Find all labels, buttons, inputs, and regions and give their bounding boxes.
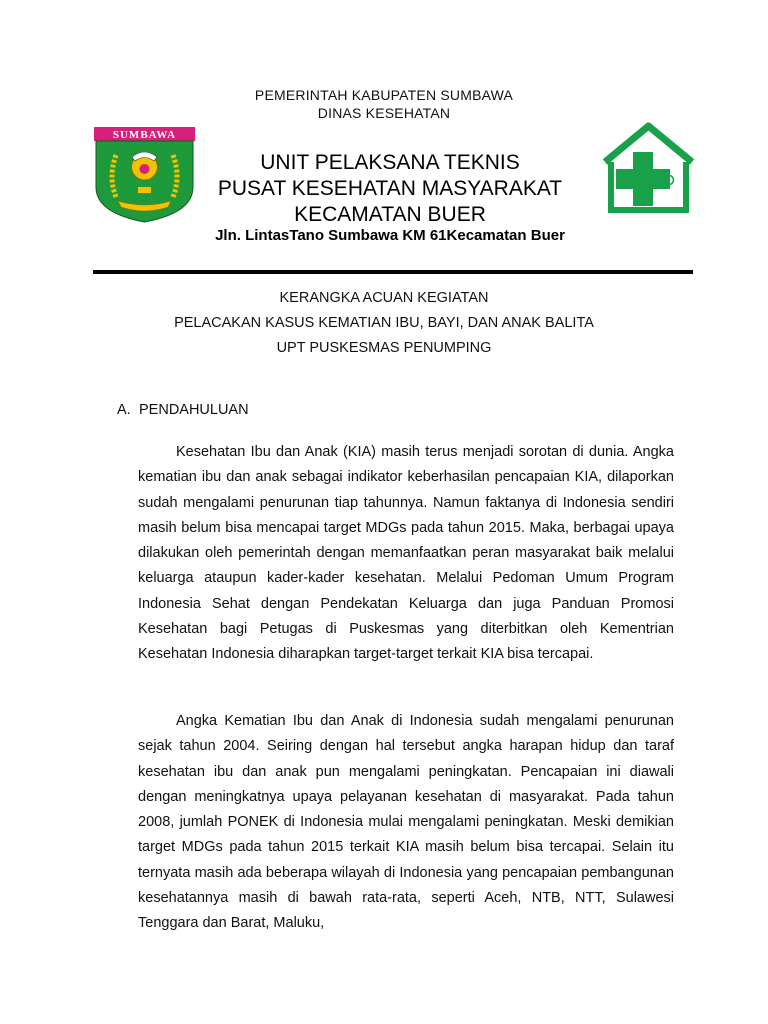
unit-title-line1: UNIT PELAKSANA TEKNIS — [260, 151, 520, 174]
section-heading — [117, 402, 249, 418]
unit-title-line3: KECAMATAN BUER — [294, 203, 486, 226]
address-line: Jln. LintasTano Sumbawa KM 61Kecamatan Buer — [215, 227, 565, 244]
section-title: PENDAHULUAN — [139, 402, 249, 418]
unit-title-line2: PUSAT KESEHATAN MASYARAKAT — [217, 177, 563, 200]
document-subtitle: PELACAKAN KASUS KEMATIAN IBU, BAYI, DAN ANAK BALITA — [174, 315, 594, 331]
puskesmas-logo-icon — [597, 122, 700, 217]
paragraph-2: Angka Kematian Ibu dan Anak di Indonesia sudah mengalami penurunan sejak tahun 2004. Seiring dengan hal tersebut angka harapan hidup dan taraf kesehatan ibu dan anak pun mengalami peningkatan. Pencapaian ini diawali dengan meningkatnya upaya pelayanan kesehatan di masyarakat. Pada tahun 2008, jumlah PONEK di Indonesia mulai mengalami peningkatan. Meski demikian target MDGs pada tahun 2015 terkait KIA masih belum bisa tercapai. Selain itu ternyata masih ada beberapa wilayah di Indonesia yang pencapaian pembangunan kesehatannya masih di bawah rata-rata, seperti Aceh, NTB, NTT, Sulawesi Tenggara dan Barat, Maluku, — [138, 713, 674, 932]
emblem-banner-text: SUMBAWA — [112, 129, 177, 141]
header-divider — [93, 270, 693, 274]
section-letter: A. — [117, 402, 131, 418]
government-name: PEMERINTAH KABUPATEN SUMBAWA — [254, 87, 514, 103]
document-title: KERANGKA ACUAN KEGIATAN — [279, 290, 489, 306]
paragraph-1: Kesehatan Ibu dan Anak (KIA) masih terus menjadi sorotan di dunia. Angka kematian ibu dan anak sebagai indikator keberhasilan pencapaian KIA, dilaporkan sudah mengalami penurunan tiap tahunnya. Namun faktanya di Indonesia sendiri masih belum bisa mencapai target MDGs pada tahun 2015. Maka, berbagai upaya dilakukan oleh pemerintah dengan memanfaatkan peran masyarakat baik melalui keluarga ataupun kader-kader kesehatan. Melalui Pedoman Umum Program Indonesia Sehat dengan Pendekatan Keluarga dan juga Panduan Promosi Kesehatan bagi Petugas di Puskesmas yang diterbitkan oleh Kementrian Kesehatan Indonesia diharapkan target-target terkait KIA bisa tercapai. — [138, 444, 674, 663]
document-organization: UPT PUSKESMAS PENUMPING — [276, 340, 492, 356]
agency-name: DINAS KESEHATAN — [317, 105, 451, 121]
